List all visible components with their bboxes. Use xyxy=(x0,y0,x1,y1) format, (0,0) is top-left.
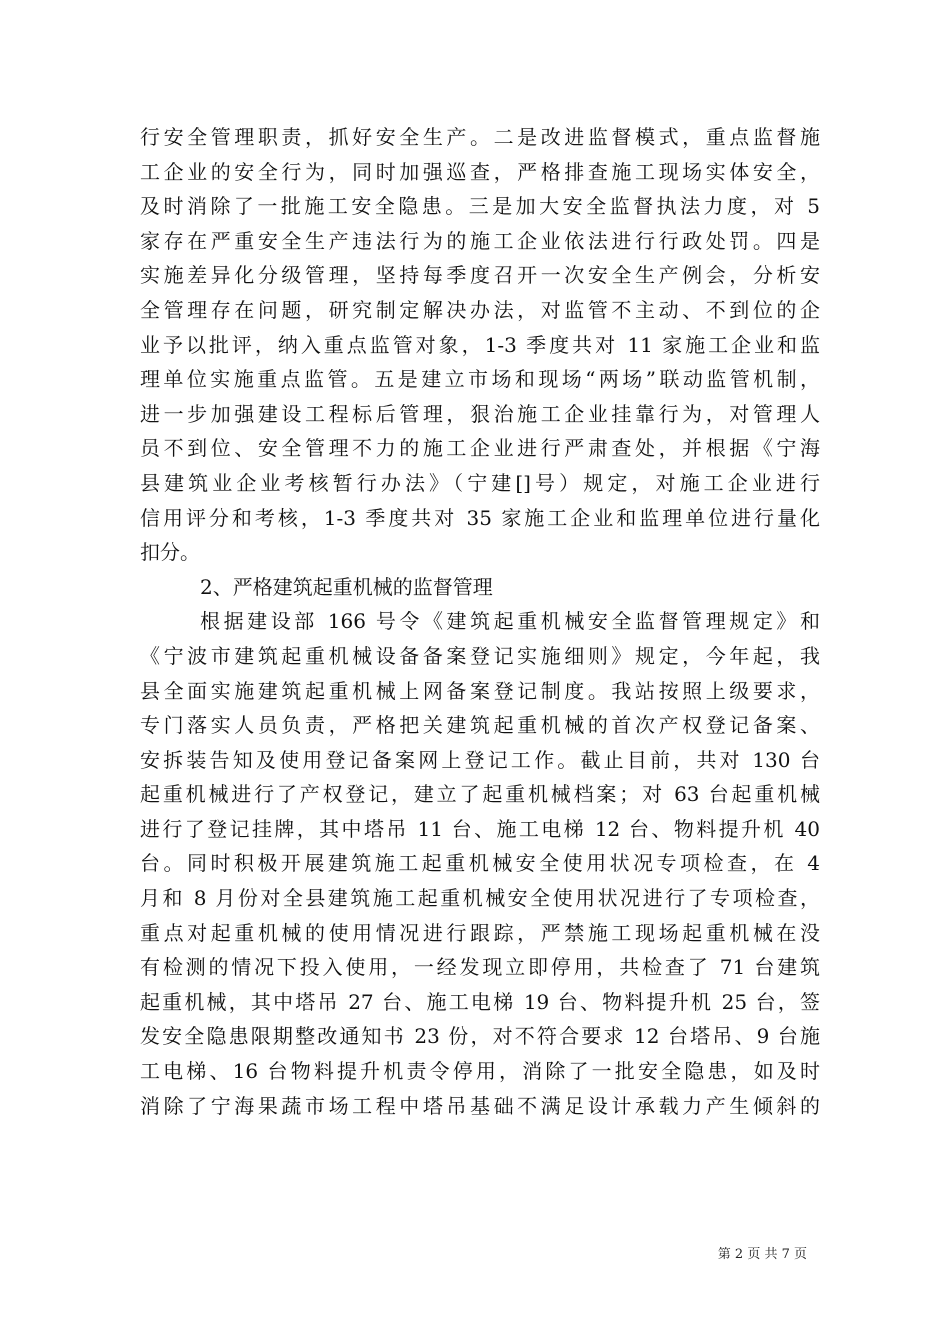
text-line: 起重机械，其中塔吊 27 台、施工电梯 19 台、物料提升机 25 台，签 xyxy=(140,989,820,1014)
text-line: 员不到位、安全管理不力的施工企业进行严肃查处，并根据《宁海 xyxy=(140,436,820,461)
body-text xyxy=(140,120,820,1123)
text-line: 安拆装告知及使用登记备案网上登记工作。截止目前，共对 130 台 xyxy=(140,747,820,772)
text-line: 家存在严重安全生产违法行为的施工企业依法进行行政处罚。四是 xyxy=(140,228,820,253)
text-line: 月和 8 月份对全县建筑施工起重机械安全使用状况进行了专项检查， xyxy=(140,886,820,911)
text-line: 扣分。 xyxy=(140,540,200,565)
text-line: 理单位实施重点监管。五是建立市场和现场“两场”联动监管机制， xyxy=(140,367,820,392)
text-line: 工电梯、16 台物料提升机责令停用，消除了一批安全隐患，如及时 xyxy=(140,1059,820,1084)
text-line: 专门落实人员负责，严格把关建筑起重机械的首次产权登记备案、 xyxy=(140,713,820,738)
text-line: 进行了登记挂牌，其中塔吊 11 台、施工电梯 12 台、物料提升机 40 xyxy=(140,816,820,841)
text-line: 《宁波市建筑起重机械设备备案登记实施细则》规定，今年起，我 xyxy=(140,643,820,668)
text-line: 有检测的情况下投入使用，一经发现立即停用，共检查了 71 台建筑 xyxy=(140,955,820,980)
text-line: 进一步加强建设工程标后管理，狠治施工企业挂靠行为，对管理人 xyxy=(140,401,820,426)
text-line: 及时消除了一批施工安全隐患。三是加大安全监督执法力度，对 5 xyxy=(140,194,820,219)
text-line: 全管理存在问题，研究制定解决办法，对监管不主动、不到位的企 xyxy=(140,297,820,322)
text-line: 工企业的安全行为，同时加强巡查，严格排查施工现场实体安全， xyxy=(140,159,820,184)
text-line: 县全面实施建筑起重机械上网备案登记制度。我站按照上级要求， xyxy=(140,678,820,703)
text-line: 发安全隐患限期整改通知书 23 份，对不符合要求 12 台塔吊、9 台施 xyxy=(140,1024,820,1049)
text-line: 业予以批评，纳入重点监管对象，1-3 季度共对 11 家施工企业和监 xyxy=(140,332,820,357)
text-line: 县建筑业企业考核暂行办法》（宁建[]号）规定，对施工企业进行 xyxy=(140,470,820,495)
text-line: 实施差异化分级管理，坚持每季度召开一次安全生产例会，分析安 xyxy=(140,263,820,288)
text-line: 根据建设部 166 号令《建筑起重机械安全监督管理规定》和 xyxy=(200,609,820,634)
page-number-footer: 第 2 页 共 7 页 xyxy=(717,1247,807,1262)
text-line: 信用评分和考核，1-3 季度共对 35 家施工企业和监理单位进行量化 xyxy=(140,505,820,530)
text-line: 起重机械进行了产权登记，建立了起重机械档案；对 63 台起重机械 xyxy=(140,782,820,807)
section-heading: 2、严格建筑起重机械的监督管理 xyxy=(200,574,493,599)
text-line: 行安全管理职责，抓好安全生产。二是改进监督模式，重点监督施 xyxy=(140,125,820,149)
text-line: 台。同时积极开展建筑施工起重机械安全使用状况专项检查，在 4 xyxy=(140,851,820,876)
text-line: 重点对起重机械的使用情况进行跟踪，严禁施工现场起重机械在没 xyxy=(140,920,820,945)
text-line: 消除了宁海果蔬市场工程中塔吊基础不满足设计承载力产生倾斜的 xyxy=(140,1093,820,1118)
